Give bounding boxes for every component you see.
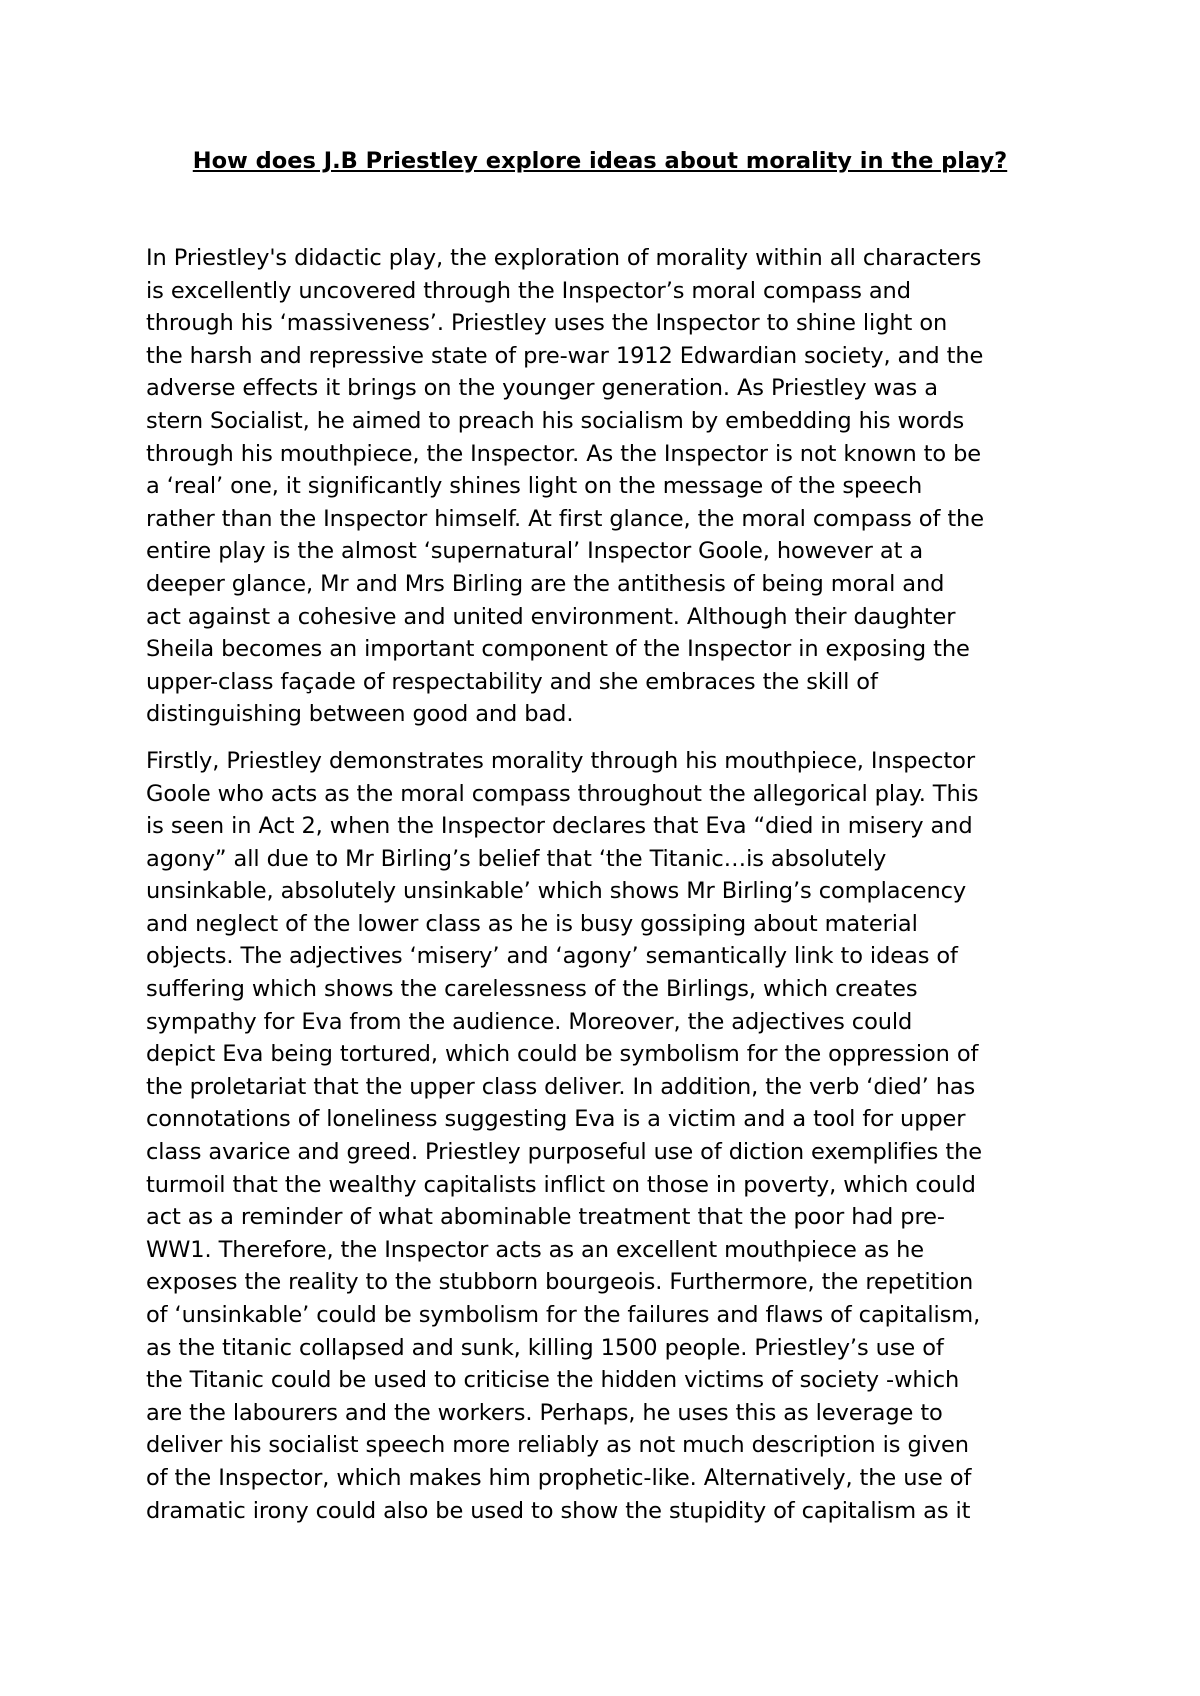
text-line: act against a cohesive and united environment. Although their daughter — [146, 603, 956, 630]
text-line: dramatic irony could also be used to show the stupidity of capitalism as it — [146, 1497, 971, 1524]
text-line: Firstly, Priestley demonstrates morality through his mouthpiece, Inspector — [146, 747, 975, 774]
text-line: unsinkable, absolutely unsinkable’ which shows Mr Birling’s complacency — [146, 878, 967, 905]
text-line: upper-class façade of respectability and she embraces the skill of — [146, 668, 878, 695]
text-line: through his ‘massiveness’. Priestley uses the Inspector to shine light on — [146, 310, 948, 337]
text-line: through his mouthpiece, the Inspector. As the Inspector is not known to be — [146, 440, 982, 467]
text-line: depict Eva being tortured, which could be symbolism for the oppression of — [146, 1041, 979, 1068]
text-line: deliver his socialist speech more reliably as not much description is given — [146, 1432, 969, 1459]
text-line: act as a reminder of what abominable treatment that the poor had pre- — [146, 1204, 945, 1231]
text-line: as the titanic collapsed and sunk, killing 1500 people. Priestley’s use of — [146, 1334, 944, 1361]
text-line: WW1. Therefore, the Inspector acts as an excellent mouthpiece as he — [146, 1236, 925, 1263]
text-line: is seen in Act 2, when the Inspector declares that Eva “died in misery and — [146, 813, 973, 840]
document-body — [146, 242, 1086, 1527]
text-line: the Titanic could be used to criticise the hidden victims of society -which — [146, 1367, 960, 1394]
text-line: Sheila becomes an important component of the Inspector in exposing the — [146, 636, 970, 663]
text-line: connotations of loneliness suggesting Eva is a victim and a tool for upper — [146, 1106, 966, 1133]
text-line: is excellently uncovered through the Inspector’s moral compass and — [146, 277, 911, 304]
paragraph-firstly — [146, 745, 1086, 1527]
document-title: How does J.B Priestley explore ideas about morality in the play? — [192, 148, 1008, 174]
text-line: entire play is the almost ‘supernatural’ Inspector Goole, however at a — [146, 538, 924, 565]
text-line: deeper glance, Mr and Mrs Birling are the antithesis of being moral and — [146, 570, 945, 597]
paragraph-intro — [146, 242, 1086, 731]
text-line: of the Inspector, which makes him prophetic-like. Alternatively, the use of — [146, 1464, 972, 1491]
text-line: and neglect of the lower class as he is busy gossiping about material — [146, 910, 918, 937]
text-line: In Priestley's didactic play, the exploration of morality within all characters — [146, 245, 982, 271]
text-line: class avarice and greed. Priestley purposeful use of diction exemplifies the — [146, 1139, 982, 1166]
text-line: are the labourers and the workers. Perhaps, he uses this as leverage to — [146, 1399, 943, 1426]
text-line: rather than the Inspector himself. At first glance, the moral compass of the — [146, 505, 984, 532]
text-line: distinguishing between good and bad. — [146, 701, 574, 728]
text-line: stern Socialist, he aimed to preach his socialism by embedding his words — [146, 407, 965, 434]
text-line: turmoil that the wealthy capitalists inflict on those in poverty, which could — [146, 1171, 976, 1198]
text-line: exposes the reality to the stubborn bourgeois. Furthermore, the repetition — [146, 1269, 974, 1296]
text-line: adverse effects it brings on the younger generation. As Priestley was a — [146, 375, 938, 402]
text-line: a ‘real’ one, it significantly shines light on the message of the speech — [146, 473, 923, 500]
text-line: agony” all due to Mr Birling’s belief that ‘the Titanic…is absolutely — [146, 845, 887, 872]
text-line: the harsh and repressive state of pre-war 1912 Edwardian society, and the — [146, 342, 984, 369]
text-line: the proletariat that the upper class deliver. In addition, the verb ‘died’ has — [146, 1073, 976, 1100]
text-line: objects. The adjectives ‘misery’ and ‘agony’ semantically link to ideas of — [146, 943, 958, 970]
text-line: sympathy for Eva from the audience. Moreover, the adjectives could — [146, 1008, 913, 1035]
text-line: of ‘unsinkable’ could be symbolism for the failures and flaws of capitalism, — [146, 1302, 981, 1328]
text-line: suffering which shows the carelessness of the Birlings, which creates — [146, 976, 918, 1003]
text-line: Goole who acts as the moral compass throughout the allegorical play. This — [146, 780, 979, 807]
